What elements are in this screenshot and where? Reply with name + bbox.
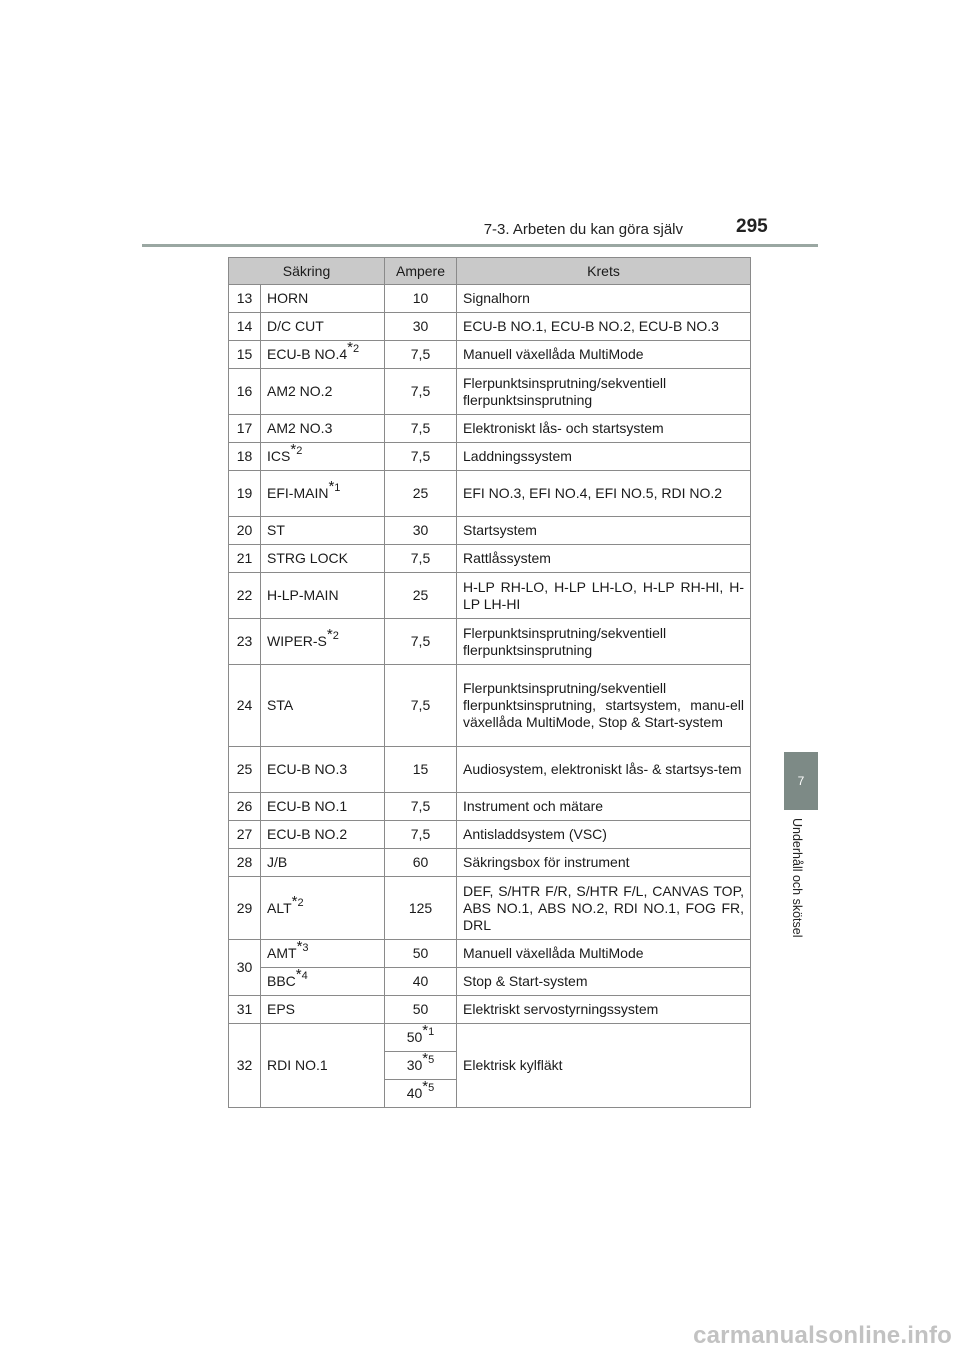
fuse-name: BBC xyxy=(267,973,296,989)
fuse-ampere-cell xyxy=(385,1052,457,1080)
fuse-circuit: Laddningssystem xyxy=(457,443,751,471)
fuse-number: 17 xyxy=(229,415,261,443)
footnote-marker xyxy=(296,938,309,955)
fuse-ampere: 7,5 xyxy=(385,619,457,665)
fuse-circuit: Instrument och mätare xyxy=(457,793,751,821)
fuse-circuit: Startsystem xyxy=(457,517,751,545)
fuse-ampere: 10 xyxy=(385,285,457,313)
table-row xyxy=(229,415,751,443)
fuse-ampere: 7,5 xyxy=(385,821,457,849)
fuse-ampere: 125 xyxy=(385,877,457,940)
table-header-row xyxy=(229,258,751,285)
fuse-ampere: 30 xyxy=(406,1057,423,1073)
chapter-tab xyxy=(784,752,818,810)
fuse-name-cell xyxy=(261,471,385,517)
fuse-circuit: Audiosystem, elektroniskt lås- & startsys-tem xyxy=(457,747,751,793)
fuse-name: ST xyxy=(261,517,385,545)
table-row xyxy=(229,619,751,665)
footnote-marker xyxy=(326,626,339,643)
fuse-circuit: H-LP RH-LO, H-LP LH-LO, H-LP RH-HI, H-LP LH-HI xyxy=(457,573,751,619)
table-row xyxy=(229,341,751,369)
fuse-circuit: Flerpunktsinsprutning/sekventiell flerpunktsinsprutning xyxy=(457,369,751,415)
fuse-name: WIPER-S xyxy=(267,633,327,649)
fuse-circuit: Säkringsbox för instrument xyxy=(457,849,751,877)
fuse-name: EFI-MAIN xyxy=(267,485,329,501)
column-header-ampere: Ampere xyxy=(385,258,457,285)
fuse-ampere: 50 xyxy=(385,996,457,1024)
table-row xyxy=(229,793,751,821)
fuse-ampere: 40 xyxy=(385,968,457,996)
fuse-number: 13 xyxy=(229,285,261,313)
fuse-name: AMT xyxy=(267,945,297,961)
table-row xyxy=(229,573,751,619)
footnote-ref: *5 xyxy=(422,1050,435,1067)
fuse-name: J/B xyxy=(261,849,385,877)
fuse-number: 15 xyxy=(229,341,261,369)
fuse-ampere: 25 xyxy=(385,471,457,517)
fuse-number: 20 xyxy=(229,517,261,545)
table-row xyxy=(229,471,751,517)
fuse-circuit: Manuell växellåda MultiMode xyxy=(457,940,751,968)
table-row xyxy=(229,285,751,313)
fuse-ampere: 50 xyxy=(385,940,457,968)
fuse-circuit: EFI NO.3, EFI NO.4, EFI NO.5, RDI NO.2 xyxy=(457,471,751,517)
fuse-name-cell xyxy=(261,443,385,471)
fuse-ampere: 7,5 xyxy=(385,793,457,821)
fuse-name: ECU-B NO.4 xyxy=(267,346,348,362)
fuse-circuit: Antisladdsystem (VSC) xyxy=(457,821,751,849)
table-row xyxy=(229,1024,751,1052)
fuse-number: 23 xyxy=(229,619,261,665)
fuse-name: AM2 NO.2 xyxy=(261,369,385,415)
fuse-number: 14 xyxy=(229,313,261,341)
footnote-marker xyxy=(347,339,360,356)
footnote-marker xyxy=(291,892,304,910)
fuse-number: 16 xyxy=(229,369,261,415)
fuse-name: HORN xyxy=(261,285,385,313)
chapter-title: Underhåll och skötsel xyxy=(790,818,804,938)
fuse-ampere: 40 xyxy=(406,1085,423,1101)
footnote-ref: *1 xyxy=(422,1022,435,1039)
column-header-circuit: Krets xyxy=(457,258,751,285)
fuse-number: 26 xyxy=(229,793,261,821)
fuse-number: 22 xyxy=(229,573,261,619)
fuse-name: ALT xyxy=(267,899,292,916)
section-title: 7-3. Arbeten du kan göra själv xyxy=(483,221,683,238)
fuse-name: EPS xyxy=(261,996,385,1024)
fuse-ampere: 7,5 xyxy=(385,665,457,747)
fuse-table xyxy=(228,257,751,1108)
fuse-number: 28 xyxy=(229,849,261,877)
footnote-ref: *2 xyxy=(291,892,304,910)
fuse-number: 29 xyxy=(229,877,261,940)
fuse-circuit: Elektriskt servostyrningssystem xyxy=(457,996,751,1024)
table-row xyxy=(229,545,751,573)
fuse-name-cell xyxy=(261,877,385,940)
fuse-name-cell xyxy=(261,619,385,665)
fuse-circuit: ECU-B NO.1, ECU-B NO.2, ECU-B NO.3 xyxy=(457,313,751,341)
chapter-number: 7 xyxy=(797,774,805,788)
fuse-number: 32 xyxy=(229,1024,261,1108)
fuse-number: 27 xyxy=(229,821,261,849)
table-row xyxy=(229,665,751,747)
fuse-circuit: DEF, S/HTR F/R, S/HTR F/L, CANVAS TOP, ABS NO.1, ABS NO.2, RDI NO.1, FOG FR, DRL xyxy=(457,877,751,940)
fuse-name: D/C CUT xyxy=(261,313,385,341)
fuse-ampere: 50 xyxy=(406,1029,423,1045)
table-row xyxy=(229,443,751,471)
footnote-ref: *5 xyxy=(422,1078,435,1095)
table-row xyxy=(229,313,751,341)
fuse-name: STRG LOCK xyxy=(261,545,385,573)
footnote-marker xyxy=(295,966,308,983)
table-row xyxy=(229,849,751,877)
fuse-circuit: Manuell växellåda MultiMode xyxy=(457,341,751,369)
fuse-circuit: Stop & Start-system xyxy=(457,968,751,996)
fuse-circuit: Elektrisk kylfläkt xyxy=(457,1024,751,1108)
fuse-circuit: Flerpunktsinsprutning/sekventiell flerpunktsinsprutning xyxy=(457,619,751,665)
fuse-number: 31 xyxy=(229,996,261,1024)
fuse-ampere: 25 xyxy=(385,573,457,619)
footnote-ref: *1 xyxy=(328,478,341,495)
table-row xyxy=(229,369,751,415)
fuse-number: 24 xyxy=(229,665,261,747)
page-number: 295 xyxy=(736,216,768,237)
fuse-name: ECU-B NO.2 xyxy=(261,821,385,849)
footnote-ref: *2 xyxy=(347,339,360,356)
fuse-name: STA xyxy=(261,665,385,747)
fuse-circuit: Rattlåssystem xyxy=(457,545,751,573)
fuse-ampere: 30 xyxy=(385,517,457,545)
fuse-name-cell xyxy=(261,968,385,996)
fuse-ampere: 7,5 xyxy=(385,545,457,573)
fuse-name: H-LP-MAIN xyxy=(261,573,385,619)
footnote-ref: *3 xyxy=(296,938,309,955)
fuse-circuit: Signalhorn xyxy=(457,285,751,313)
fuse-name: ECU-B NO.3 xyxy=(261,747,385,793)
header-divider xyxy=(142,244,818,247)
footnote-ref: *4 xyxy=(295,966,308,983)
fuse-ampere: 7,5 xyxy=(385,341,457,369)
fuse-circuit: Elektroniskt lås- och startsystem xyxy=(457,415,751,443)
fuse-ampere: 7,5 xyxy=(385,369,457,415)
table-row xyxy=(229,996,751,1024)
fuse-number: 30 xyxy=(229,940,261,996)
fuse-name: ICS xyxy=(267,448,291,464)
footnote-ref: *2 xyxy=(290,441,303,458)
footnote-marker xyxy=(422,1022,435,1039)
table-row xyxy=(229,517,751,545)
fuse-number: 18 xyxy=(229,443,261,471)
table-row xyxy=(229,821,751,849)
fuse-circuit: Flerpunktsinsprutning/sekventiell flerpunktsinsprutning, startsystem, manu-ell växellåda MultiMode, Stop & Start-system xyxy=(457,665,751,747)
table-row xyxy=(229,968,751,996)
table-row xyxy=(229,747,751,793)
fuse-number: 21 xyxy=(229,545,261,573)
fuse-ampere: 30 xyxy=(385,313,457,341)
fuse-name-cell xyxy=(261,341,385,369)
fuse-name: AM2 NO.3 xyxy=(261,415,385,443)
fuse-name: ECU-B NO.1 xyxy=(261,793,385,821)
footnote-ref: *2 xyxy=(326,626,339,643)
watermark: carmanualsonline.info xyxy=(693,1322,952,1349)
fuse-ampere-cell xyxy=(385,1080,457,1108)
fuse-ampere: 7,5 xyxy=(385,443,457,471)
fuse-ampere: 60 xyxy=(385,849,457,877)
table-row xyxy=(229,877,751,940)
fuse-name: RDI NO.1 xyxy=(261,1024,385,1108)
footnote-marker xyxy=(422,1050,435,1067)
fuse-ampere: 7,5 xyxy=(385,415,457,443)
footnote-marker xyxy=(422,1078,435,1095)
table-row xyxy=(229,940,751,968)
fuse-ampere: 15 xyxy=(385,747,457,793)
footnote-marker xyxy=(328,478,341,495)
fuse-number: 25 xyxy=(229,747,261,793)
fuse-name-cell xyxy=(261,940,385,968)
column-header-fuse: Säkring xyxy=(229,258,385,285)
footnote-marker xyxy=(290,441,303,458)
fuse-number: 19 xyxy=(229,471,261,517)
fuse-ampere-cell xyxy=(385,1024,457,1052)
